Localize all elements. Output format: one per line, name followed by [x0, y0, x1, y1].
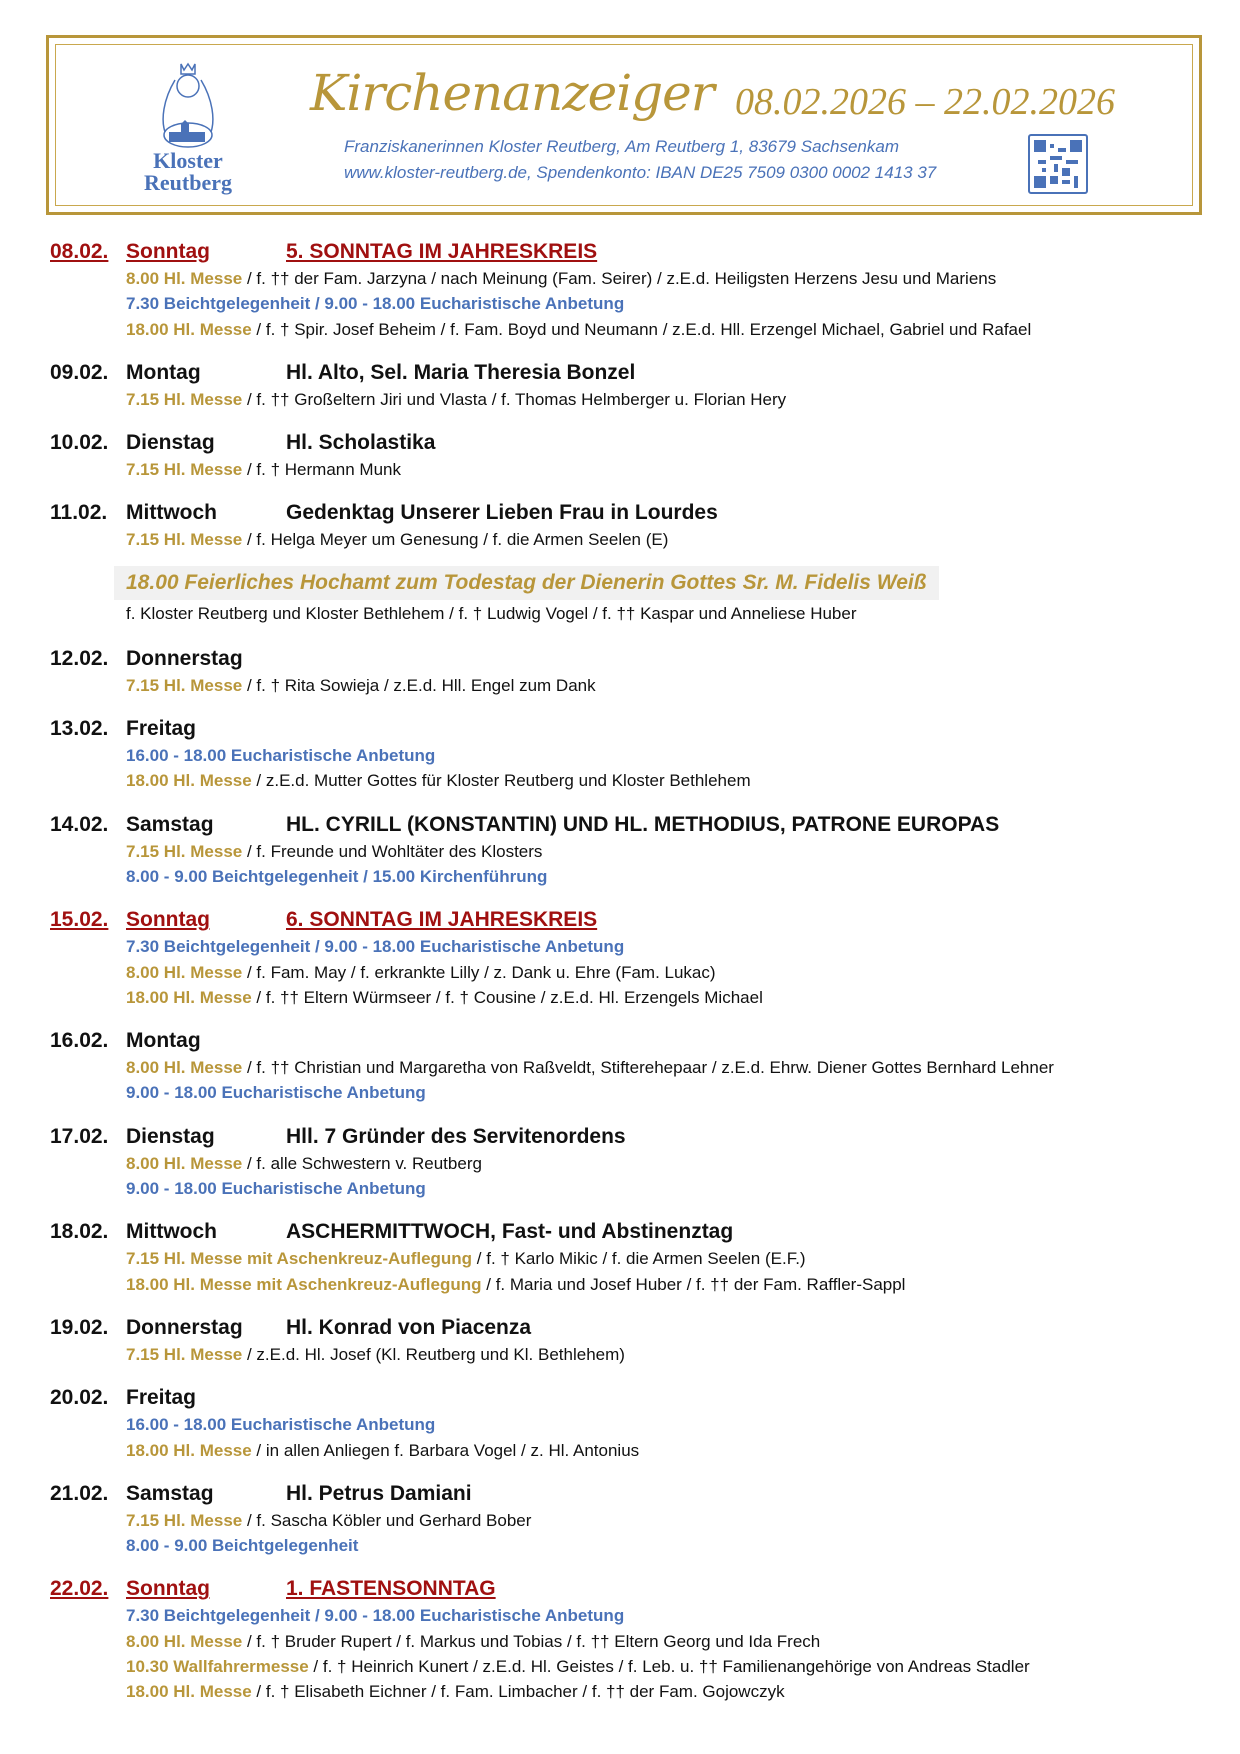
intention-text: / f. Maria und Josef Huber / f. †† der Fam. Raffler-Sappl — [481, 1274, 906, 1294]
service-line — [50, 387, 1220, 412]
feast-title: Gedenktag Unserer Lieben Frau in Lourdes — [286, 501, 718, 525]
intention-text: / in allen Anliegen f. Barbara Vogel / z. Hl. Antonius — [251, 1440, 640, 1460]
service-line — [50, 1412, 1220, 1437]
day-name: Sonntag — [126, 240, 210, 263]
logo-text-2: Reutberg — [144, 170, 232, 195]
day-date: 11.02. — [50, 501, 108, 525]
service-line — [50, 1246, 1220, 1271]
address: Franziskanerinnen Kloster Reutberg, Am Reutberg 1, 83679 Sachsenkam — [344, 137, 900, 156]
day-header — [50, 811, 1220, 839]
feast-title: Hl. Petrus Damiani — [286, 1481, 472, 1505]
feast-title: HL. CYRILL (KONSTANTIN) UND HL. METHODIUS, PATRONE EUROPAS — [286, 812, 1000, 836]
day-date: 15.02. — [50, 908, 109, 932]
service-line — [50, 673, 1220, 698]
day-date: 19.02. — [50, 1315, 109, 1339]
day-entry — [50, 1384, 1220, 1463]
service-time: 7.15 Hl. Messe — [126, 530, 243, 550]
day-name: Samstag — [126, 1481, 214, 1505]
service-line — [50, 743, 1220, 768]
intention-text: / f. †† Christian und Margaretha von Raßveldt, Stifterehepaar / z.E.d. Ehrw. Diener Gottes Bernhard Lehner — [242, 1058, 1054, 1078]
intention-text: / f. Freunde und Wohltäter des Klosters — [242, 841, 543, 861]
day-header — [50, 429, 1220, 457]
day-header — [50, 1384, 1220, 1412]
day-name: Sonntag — [126, 1577, 210, 1601]
day-date: 18.02. — [50, 1220, 109, 1244]
intention-text: / f. † Hermann Munk — [242, 460, 401, 480]
day-name: Sonntag — [126, 908, 210, 932]
day-header — [50, 1314, 1220, 1342]
service-time: 7.15 Hl. Messe — [126, 389, 243, 409]
service-line — [50, 1533, 1220, 1558]
intention-text: / f. † Heinrich Kunert / z.E.d. Hl. Geistes / f. Leb. u. †† Familienangehörige von Andreas Stadler — [308, 1657, 1030, 1677]
service-line — [50, 1342, 1220, 1367]
day-name: Donnerstag — [126, 1315, 243, 1339]
schedule-list — [50, 238, 1220, 1722]
day-date: 12.02. — [50, 646, 109, 670]
service-time: 7.15 Hl. Messe — [126, 1344, 243, 1364]
feast-title: Hll. 7 Gründer des Servitenordens — [286, 1124, 626, 1148]
service-line — [50, 1629, 1220, 1654]
day-entry — [50, 1575, 1220, 1704]
day-date: 20.02. — [50, 1386, 109, 1410]
qr-code-icon — [1028, 134, 1088, 194]
day-header — [50, 1123, 1220, 1151]
service-line — [50, 839, 1220, 864]
day-header — [50, 1218, 1220, 1246]
day-entry — [50, 238, 1220, 342]
service-line — [50, 1055, 1220, 1080]
service-line — [50, 1508, 1220, 1533]
day-date: 17.02. — [50, 1124, 109, 1148]
service-time: 9.00 - 18.00 Eucharistische Anbetung — [126, 1083, 426, 1103]
day-header — [50, 1027, 1220, 1055]
day-entry — [50, 429, 1220, 482]
service-line — [50, 1272, 1220, 1297]
service-time: 8.00 Hl. Messe — [126, 1153, 243, 1173]
special-event — [114, 566, 1220, 628]
day-date: 21.02. — [50, 1481, 109, 1505]
day-date: 08.02. — [50, 240, 109, 263]
intention-text: / f. alle Schwestern v. Reutberg — [242, 1153, 482, 1173]
feast-title: Hl. Konrad von Piacenza — [286, 1315, 532, 1339]
day-header — [50, 1480, 1220, 1508]
date-range: 08.02.2026 – 22.02.2026 — [735, 81, 1115, 123]
service-time: 16.00 - 18.00 Eucharistische Anbetung — [126, 1415, 436, 1435]
day-name: Montag — [126, 360, 201, 384]
service-line — [50, 960, 1220, 985]
intention-text: / f. † Rita Sowieja / z.E.d. Hll. Engel zum Dank — [242, 675, 596, 695]
service-time: 18.00 Hl. Messe — [126, 987, 252, 1007]
service-line — [50, 457, 1220, 482]
service-line — [50, 1080, 1220, 1105]
service-time: 18.00 Hl. Messe — [126, 1440, 252, 1460]
service-time: 7.15 Hl. Messe — [126, 1510, 243, 1530]
service-time: 7.15 Hl. Messe — [126, 460, 243, 480]
intention-text: / f. Helga Meyer um Genesung / f. die Armen Seelen (E) — [242, 530, 669, 550]
service-time: 10.30 Wallfahrermesse — [126, 1657, 309, 1677]
day-header — [50, 1575, 1220, 1603]
day-header — [50, 238, 1220, 266]
day-date: 13.02. — [50, 717, 109, 741]
day-entry — [50, 1480, 1220, 1559]
service-line — [50, 1438, 1220, 1463]
day-header — [50, 906, 1220, 934]
day-entry — [50, 811, 1220, 890]
service-line — [50, 1603, 1220, 1628]
service-line — [50, 1654, 1220, 1679]
day-header — [50, 645, 1220, 673]
day-name: Donnerstag — [126, 646, 243, 670]
intention-text: / f. † Karlo Mikic / f. die Armen Seelen (E.F.) — [472, 1249, 806, 1269]
service-line — [50, 985, 1220, 1010]
day-name: Mittwoch — [126, 501, 217, 525]
intention-text: / f. Sascha Köbler und Gerhard Bober — [242, 1510, 532, 1530]
intention-text: / f. Fam. May / f. erkrankte Lilly / z. Dank u. Ehre (Fam. Lukac) — [242, 962, 716, 982]
service-line — [50, 291, 1220, 316]
special-event-highlight — [114, 566, 1220, 600]
service-time: 7.30 Beichtgelegenheit / 9.00 - 18.00 Eucharistische Anbetung — [126, 937, 625, 957]
service-time: 9.00 - 18.00 Eucharistische Anbetung — [126, 1179, 426, 1199]
day-entry — [50, 1218, 1220, 1297]
service-line — [50, 266, 1220, 291]
service-time: 8.00 - 9.00 Beichtgelegenheit / 15.00 Kirchenführung — [126, 866, 548, 886]
day-entry — [50, 499, 1220, 552]
feast-title: ASCHERMITTWOCH, Fast- und Abstinenztag — [286, 1220, 734, 1244]
intention-text: / f. †† Großeltern Jiri und Vlasta / f. Thomas Helmberger u. Florian Hery — [242, 389, 787, 409]
day-name: Freitag — [126, 717, 197, 741]
service-line — [50, 317, 1220, 342]
day-name: Dienstag — [126, 431, 215, 455]
feast-title: 1. FASTENSONNTAG — [286, 1577, 496, 1601]
special-event-intentions: f. Kloster Reutberg und Kloster Bethlehem / f. † Ludwig Vogel / f. †† Kaspar und Anneliese Huber — [126, 603, 857, 623]
intention-text: / f. † Elisabeth Eichner / f. Fam. Limbacher / f. †† der Fam. Gojowczyk — [251, 1682, 785, 1702]
service-time: 16.00 - 18.00 Eucharistische Anbetung — [126, 746, 436, 766]
day-entry — [50, 1314, 1220, 1367]
day-name: Mittwoch — [126, 1220, 217, 1244]
day-name: Samstag — [126, 812, 214, 836]
service-line — [50, 864, 1220, 889]
feast-title: Hl. Alto, Sel. Maria Theresia Bonzel — [286, 360, 636, 384]
service-time: 7.30 Beichtgelegenheit / 9.00 - 18.00 Eucharistische Anbetung — [126, 294, 625, 314]
service-time: 7.15 Hl. Messe — [126, 841, 243, 861]
day-date: 14.02. — [50, 812, 109, 836]
intention-text: / f. †† Eltern Würmseer / f. † Cousine / z.E.d. Hl. Erzengels Michael — [251, 987, 763, 1007]
day-entry — [50, 645, 1220, 698]
special-event-headline: 18.00 Feierliches Hochamt zum Todestag der Dienerin Gottes Sr. M. Fidelis Weiß — [114, 566, 939, 600]
intention-text: / f. † Bruder Rupert / f. Markus und Tobias / f. †† Eltern Georg und Ida Frech — [242, 1631, 821, 1651]
day-entry — [50, 1123, 1220, 1202]
service-time: 7.30 Beichtgelegenheit / 9.00 - 18.00 Eucharistische Anbetung — [126, 1606, 625, 1626]
day-date: 16.02. — [50, 1029, 109, 1053]
service-time: 18.00 Hl. Messe — [126, 771, 252, 791]
day-header — [50, 499, 1220, 527]
day-entry — [50, 359, 1220, 412]
service-line — [50, 1176, 1220, 1201]
service-time: 8.00 - 9.00 Beichtgelegenheit — [126, 1536, 359, 1556]
service-time: 7.15 Hl. Messe mit Aschenkreuz-Auflegung — [126, 1249, 473, 1269]
day-name: Dienstag — [126, 1124, 215, 1148]
feast-title: Hl. Scholastika — [286, 431, 436, 455]
kloster-logo — [128, 60, 248, 194]
madonna-church-icon — [153, 60, 223, 150]
web-bank-info: www.kloster-reutberg.de, Spendenkonto: IBAN DE25 7509 0300 0002 1413 37 — [344, 163, 937, 182]
day-entry — [50, 906, 1220, 1010]
logo-text-1: Kloster — [153, 148, 223, 173]
day-date: 09.02. — [50, 360, 109, 384]
service-line — [50, 768, 1220, 793]
day-name: Freitag — [126, 1386, 197, 1410]
service-time: 18.00 Hl. Messe — [126, 319, 252, 339]
service-time: 8.00 Hl. Messe — [126, 1058, 243, 1078]
day-header — [50, 359, 1220, 387]
service-time: 8.00 Hl. Messe — [126, 962, 243, 982]
service-line — [50, 934, 1220, 959]
feast-title: 5. SONNTAG IM JAHRESKREIS — [286, 240, 598, 263]
service-line — [50, 1679, 1220, 1704]
service-time: 18.00 Hl. Messe — [126, 1682, 252, 1702]
intention-text: / z.E.d. Mutter Gottes für Kloster Reutberg und Kloster Bethlehem — [251, 771, 751, 791]
service-line — [50, 527, 1220, 552]
service-time: 8.00 Hl. Messe — [126, 1631, 243, 1651]
service-time: 8.00 Hl. Messe — [126, 269, 243, 288]
day-date: 10.02. — [50, 431, 109, 455]
day-entry — [50, 715, 1220, 794]
service-time: 18.00 Hl. Messe mit Aschenkreuz-Auflegung — [126, 1274, 482, 1294]
day-header — [50, 715, 1220, 743]
intention-text: / z.E.d. Hl. Josef (Kl. Reutberg und Kl. Bethlehem) — [242, 1344, 625, 1364]
intention-text: / f. † Spir. Josef Beheim / f. Fam. Boyd und Neumann / z.E.d. Hll. Erzengel Michael, Gabriel und Rafael — [251, 319, 1032, 339]
day-date: 22.02. — [50, 1577, 109, 1601]
service-time: 7.15 Hl. Messe — [126, 675, 243, 695]
service-line — [50, 1151, 1220, 1176]
intention-text: / f. †† der Fam. Jarzyna / nach Meinung (Fam. Seirer) / z.E.d. Heiligsten Herzens Jesu und Mariens — [242, 269, 997, 288]
day-entry — [50, 1027, 1220, 1106]
day-name: Montag — [126, 1029, 201, 1053]
page-title: Kirchenanzeiger — [310, 64, 714, 122]
feast-title: 6. SONNTAG IM JAHRESKREIS — [286, 908, 598, 932]
